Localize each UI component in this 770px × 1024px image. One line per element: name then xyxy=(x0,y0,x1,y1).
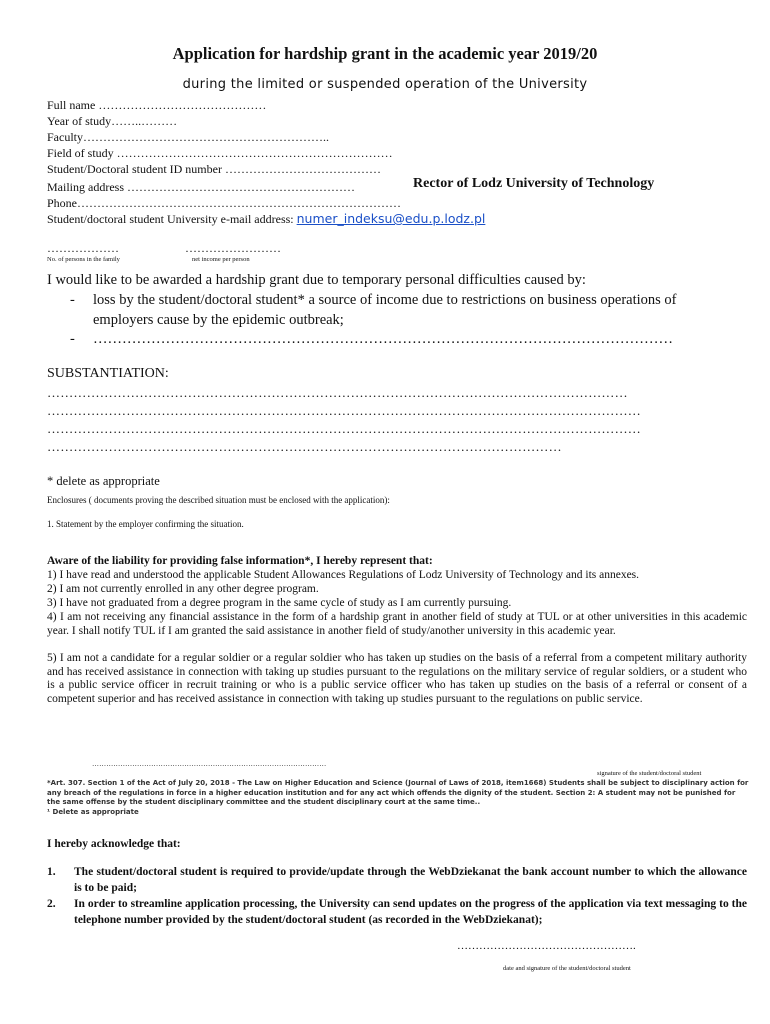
substantiation-line-4[interactable]: ……………………………………………………………………………………………………… xyxy=(47,439,562,454)
email-row xyxy=(47,211,485,227)
declaration-point-2: 2) I am not currently enrolled in any other degree program. xyxy=(47,583,319,595)
page-title: Application for hardship grant in the academic year 2019/20 xyxy=(172,44,598,63)
page-subtitle: during the limited or suspended operation of the University xyxy=(182,77,588,92)
phone-field[interactable]: Phone……………………………………………………………………… xyxy=(47,196,401,210)
year-of-study-field[interactable]: Year of study……..……… xyxy=(47,114,178,128)
acknowledge-item-2 xyxy=(47,896,747,928)
delete-note: * delete as appropriate xyxy=(47,474,160,488)
substantiation-line-1[interactable]: …………………………………………………………………………………………………………………… xyxy=(47,385,628,400)
request-item-1-line-2: employers cause by the epidemic outbreak; xyxy=(93,312,344,328)
declaration-heading: Aware of the liability for providing false information*, I hereby represent that: xyxy=(47,555,433,567)
acknowledge-text-1: The student/doctoral student is required to provide/update through the WebDziekanat the bank account number to which the allowance is to be paid; xyxy=(74,866,747,894)
faculty-field[interactable]: Faculty…………………………………………………….. xyxy=(47,130,329,144)
footnote-delete: ¹ Delete as appropriate xyxy=(47,808,139,816)
substantiation-heading: SUBSTANTIATION: xyxy=(47,366,169,381)
field-of-study-field[interactable]: Field of study …………………………………………………………… xyxy=(47,146,393,160)
request-item-1-line-1: loss by the student/doctoral student* a source of income due to restrictions on business operations of xyxy=(93,292,677,308)
declaration-point-3: 3) I have not graduated from a degree program in the same cycle of study as I am currently pursuing. xyxy=(47,597,512,609)
email-link[interactable]: numer_indeksu@edu.p.lodz.pl xyxy=(296,211,486,226)
enclosure-item-1: 1. Statement by the employer confirming the situation. xyxy=(47,519,244,529)
acknowledge-item-1 xyxy=(47,864,747,896)
footnote-article: *Art. 307. Section 1 of the Act of July 20, 2018 - The Law on Higher Education and Science (Journal of Laws of 2018, item1668) Students shall be subject to disciplinary action for any breach of the regulations in force in a higher education institution and for any act which offends the dignity of the student. Section 2: A student may not be punished for the same offense by the student disciplinary committee and the student disciplinary court at the same time.. xyxy=(47,779,749,806)
signature-line-2[interactable]: …………………………………………. xyxy=(457,940,636,952)
request-dash-2: - xyxy=(70,331,75,347)
declaration-point-1: 1) I have read and understood the applicable Student Allowances Regulations of Lodz University of Technology and its annexes. xyxy=(47,569,640,581)
request-intro: I would like to be awarded a hardship grant due to temporary personal difficulties caused by: xyxy=(47,272,586,288)
acknowledge-heading: I hereby acknowledge that: xyxy=(47,838,181,850)
email-label: Student/doctoral student University e-mail address: xyxy=(47,212,294,226)
signature-line-1[interactable]: ……………………………………………………………………………………… xyxy=(92,760,327,768)
family-persons-label: No. of persons in the family xyxy=(47,256,120,263)
mailing-address-field[interactable]: Mailing address ………………………………………………… xyxy=(47,180,355,194)
acknowledge-number-1: 1. xyxy=(47,866,56,878)
acknowledge-number-2: 2. xyxy=(47,898,56,910)
acknowledge-text-2: In order to streamline application processing, the University can send updates on the progress of the application via text messaging to the telephone number provided by the student/doctoral student (as recorded in the WebDziekanat); xyxy=(74,898,747,926)
rector-addressee: Rector of Lodz University of Technology xyxy=(413,176,655,191)
family-income-label: net income per person xyxy=(192,256,250,263)
request-item-2-field[interactable]: ………………………………………………………………………………………………………… xyxy=(93,331,673,347)
substantiation-line-2[interactable]: ……………………………………………………………………………………………………………………… xyxy=(47,403,641,418)
family-income-field[interactable]: …………………… xyxy=(185,241,281,255)
substantiation-line-3[interactable]: ……………………………………………………………………………………………………………………… xyxy=(47,421,641,436)
request-dash-1: - xyxy=(70,292,75,308)
signature-label-2: date and signature of the student/doctoral student xyxy=(503,965,631,972)
family-persons-field[interactable]: ……………… xyxy=(47,241,119,255)
full-name-field[interactable]: Full name …………………………………… xyxy=(47,98,267,112)
declaration-point-5: 5) I am not a candidate for a regular soldier or a regular soldier who has taken up studies on the basis of a referral from a competent military authority and has received assistance in connection with taking up studies pursuant to the regulations on the military service of regular soldiers, or a student who is a public service officer in recruit training or who is a public service officer who has taken up studies on the basis of a referral or consent of a competent superior and has received assistance in connection with taking up studies pursuant to the regulations on public service. xyxy=(47,652,747,705)
signature-label-1: signature of the student/doctoral student xyxy=(597,770,702,777)
student-id-field[interactable]: Student/Doctoral student ID number ………………………………… xyxy=(47,162,381,176)
enclosures-heading: Enclosures ( documents proving the described situation must be enclosed with the application): xyxy=(47,495,390,505)
declaration-point-4: 4) I am not receiving any financial assistance in the form of a hardship grant in another field of study at TUL or at other universities in this academic year. I shall notify TUL if I am granted the said assistance in another field of study/another university in this academic year. xyxy=(47,611,747,637)
